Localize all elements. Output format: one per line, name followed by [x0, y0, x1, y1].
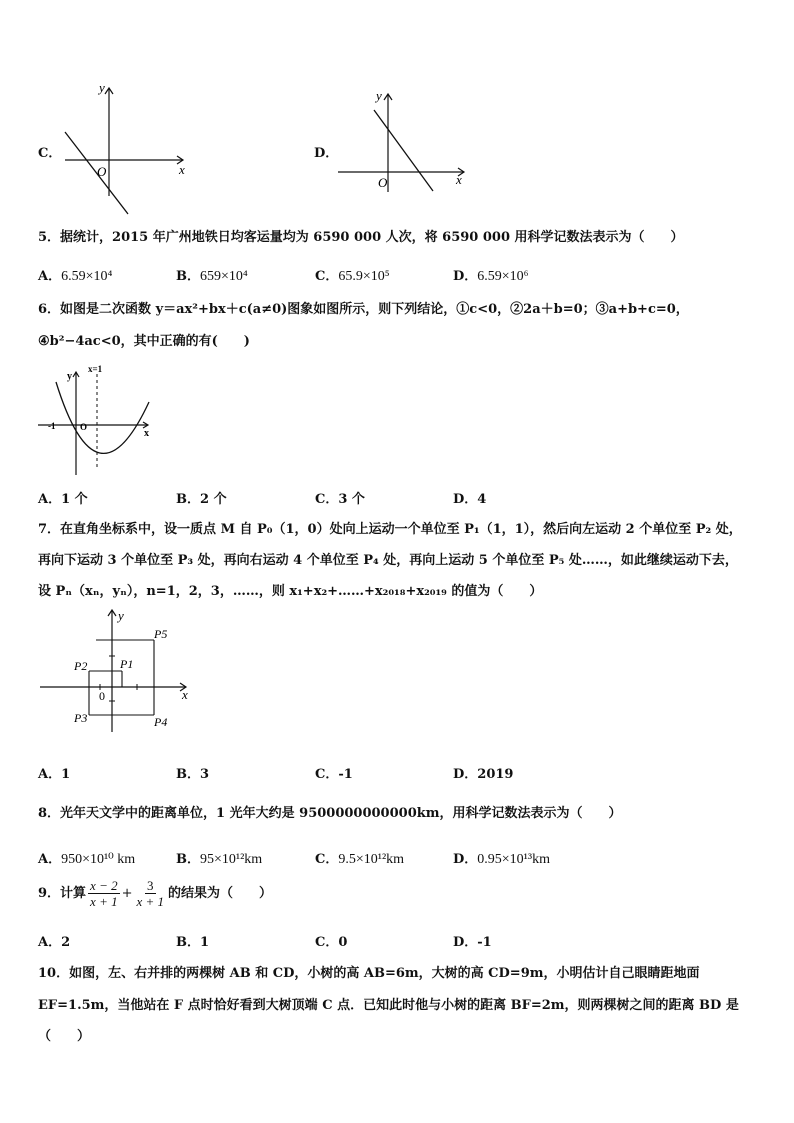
q9-option-a-label: A．	[38, 935, 62, 950]
q8-option-c-value: 9.5×10¹²km	[338, 852, 405, 867]
q9-option-d-label: D．	[453, 935, 478, 950]
q6-option-a-value: 1 个	[61, 492, 88, 507]
q5-option-a-label: A．	[38, 269, 62, 284]
q7-x-label: x	[182, 687, 188, 702]
q10-question-line3: （ ）	[38, 1029, 91, 1044]
q7-origin-label: 0	[99, 689, 105, 703]
q9-fraction-1	[88, 878, 120, 909]
q7-option-d	[453, 763, 513, 782]
q9-option-b-label: B．	[176, 935, 200, 950]
q6-option-d	[453, 488, 486, 507]
q6-option-b	[176, 488, 227, 507]
q7-p5-label: P5	[154, 627, 168, 641]
q5-option-d-label: D．	[453, 269, 478, 284]
q6-parabola-graph	[36, 362, 161, 477]
q6-origin-label: O	[80, 422, 88, 432]
q7-option-a	[38, 763, 70, 782]
q10-question-line2: EF=1.5m，当他站在 F 点时恰好看到大树顶端 C 点．已知此时他与小树的距离 BF=2m，则两棵树之间的距离 BD 是	[38, 998, 739, 1013]
q5-option-a-value: 6.59×10⁴	[61, 269, 113, 284]
q8-option-b-value: 95×10¹²km	[200, 852, 263, 867]
q9-option-b	[176, 931, 209, 950]
q4-option-c-label: C．	[38, 146, 62, 161]
q9-fraction-1-numerator: x − 2	[90, 878, 118, 893]
q6-option-c-value: 3 个	[338, 492, 365, 507]
q9-option-a	[38, 931, 70, 950]
q9-fraction-1-denominator: x + 1	[90, 894, 118, 909]
q7-question-line3: 设 Pₙ（xₙ，yₙ），n=1，2，3，……，则 x₁+x₂+……+x₂₀₁₈+x₂₀₁₉ 的值为（ ）	[38, 584, 543, 599]
q7-p1-label: P1	[120, 657, 134, 671]
q7-p3-label: P3	[74, 711, 88, 725]
q7-spiral-graph	[40, 604, 200, 744]
q6-question-line2: ④b²−4ac<0，其中正确的有( )	[38, 334, 250, 349]
q9-option-c-label: C．	[315, 935, 339, 950]
q6-option-a-label: A．	[38, 492, 62, 507]
d-x-label: x	[456, 172, 462, 187]
q6-question-line1: 6．如图是二次函数 y＝ax²+bx＋c(a≠0)图象如图所示，则下列结论，①c<0，②2a＋b=0；③a+b+c=0，	[38, 302, 689, 317]
q9-fraction-2	[135, 878, 167, 909]
q7-y-label: y	[118, 608, 124, 623]
q7-option-b	[176, 763, 209, 782]
q6-option-d-label: D．	[453, 492, 478, 507]
q8-option-d-label: D．	[453, 852, 478, 867]
q5-question: 5．据统计，2015 年广州地铁日均客运量均为 6590 000 人次，将 6590 000 用科学记数法表示为（ ）	[38, 230, 684, 245]
q5-option-c-label: C．	[315, 269, 339, 284]
q5-option-d-value: 6.59×10⁶	[477, 269, 529, 284]
q6-option-a	[38, 488, 88, 507]
q10-question-line1: 10．如图，左、右并排的两棵树 AB 和 CD，小树的高 AB=6m，大树的高 CD=9m，小明估计自己眼睛距地面	[38, 966, 700, 981]
q4-option-d-graph	[330, 88, 470, 198]
c-y-label: y	[99, 80, 105, 95]
d-origin-label: O	[378, 175, 388, 190]
q8-option-c	[315, 848, 404, 868]
q7-option-c-label: C．	[315, 767, 339, 782]
q8-question: 8．光年天文学中的距离单位，1 光年大约是 9500000000000km，用科学记数法表示为（ ）	[38, 806, 622, 821]
q7-option-c	[315, 763, 353, 782]
q5-option-b-label: B．	[176, 269, 200, 284]
q5-option-b	[176, 265, 248, 285]
q5-option-c-value: 65.9×10⁵	[338, 269, 390, 284]
q8-option-d-value: 0.95×10¹³km	[477, 852, 550, 867]
q7-option-b-value: 3	[200, 767, 210, 782]
c-x-label: x	[179, 162, 185, 177]
q6-option-b-value: 2 个	[200, 492, 227, 507]
q6-neg1-label: -1	[48, 421, 56, 431]
q7-question-line2: 再向下运动 3 个单位至 P₃ 处，再向右运动 4 个单位至 P₄ 处，再向上运动 5 个单位至 P₅ 处……，如此继续运动下去，	[38, 553, 738, 568]
q8-option-c-label: C．	[315, 852, 339, 867]
q7-option-d-value: 2019	[477, 767, 514, 782]
q9-option-b-value: 1	[200, 935, 210, 950]
q9-option-a-value: 2	[61, 935, 71, 950]
q9-option-d-value: -1	[477, 935, 492, 950]
q8-option-a	[38, 848, 135, 868]
q9-suffix: 的结果为（ ）	[168, 885, 273, 901]
q6-option-c-label: C．	[315, 492, 339, 507]
q9-prefix: 9．计算	[38, 885, 87, 901]
d-y-label: y	[376, 88, 382, 103]
q7-option-a-value: 1	[61, 767, 71, 782]
q8-option-b-label: B．	[176, 852, 200, 867]
q9-option-c	[315, 931, 347, 950]
q5-option-d	[453, 265, 529, 285]
q8-option-b	[176, 848, 262, 868]
q9-fraction-2-numerator: 3	[147, 878, 154, 893]
q9-option-d	[453, 931, 492, 950]
q5-option-a	[38, 265, 112, 285]
c-origin-label: O	[97, 164, 107, 179]
q7-option-c-value: -1	[338, 767, 353, 782]
q6-option-b-label: B．	[176, 492, 200, 507]
q4-option-d-label: D．	[314, 146, 339, 161]
q7-question-line1: 7．在直角坐标系中，设一质点 M 自 P₀（1，0）处向上运动一个单位至 P₁（1，1），然后向左运动 2 个单位至 P₂ 处，	[38, 522, 742, 537]
q7-p4-label: P4	[154, 715, 168, 729]
q6-option-d-value: 4	[477, 492, 487, 507]
q9-question	[38, 878, 272, 909]
q6-option-c	[315, 488, 365, 507]
q8-option-a-value: 950×10¹⁰ km	[61, 852, 136, 867]
q9-plus: +	[121, 885, 133, 901]
q8-option-a-label: A．	[38, 852, 62, 867]
q5-option-b-value: 659×10⁴	[200, 269, 248, 284]
q7-option-a-label: A．	[38, 767, 62, 782]
q6-x-label: x	[144, 428, 149, 439]
q7-option-b-label: B．	[176, 767, 200, 782]
q9-fraction-2-denominator: x + 1	[136, 894, 165, 909]
q8-option-d	[453, 848, 550, 868]
q6-y-label: y	[67, 371, 72, 382]
q6-parabola	[56, 382, 149, 453]
q5-option-c	[315, 265, 390, 285]
q6-symmetry-label: x=1	[88, 364, 103, 374]
q9-option-c-value: 0	[338, 935, 348, 950]
q7-p2-label: P2	[74, 659, 88, 673]
q7-option-d-label: D．	[453, 767, 478, 782]
q4-option-c-graph	[55, 78, 195, 218]
